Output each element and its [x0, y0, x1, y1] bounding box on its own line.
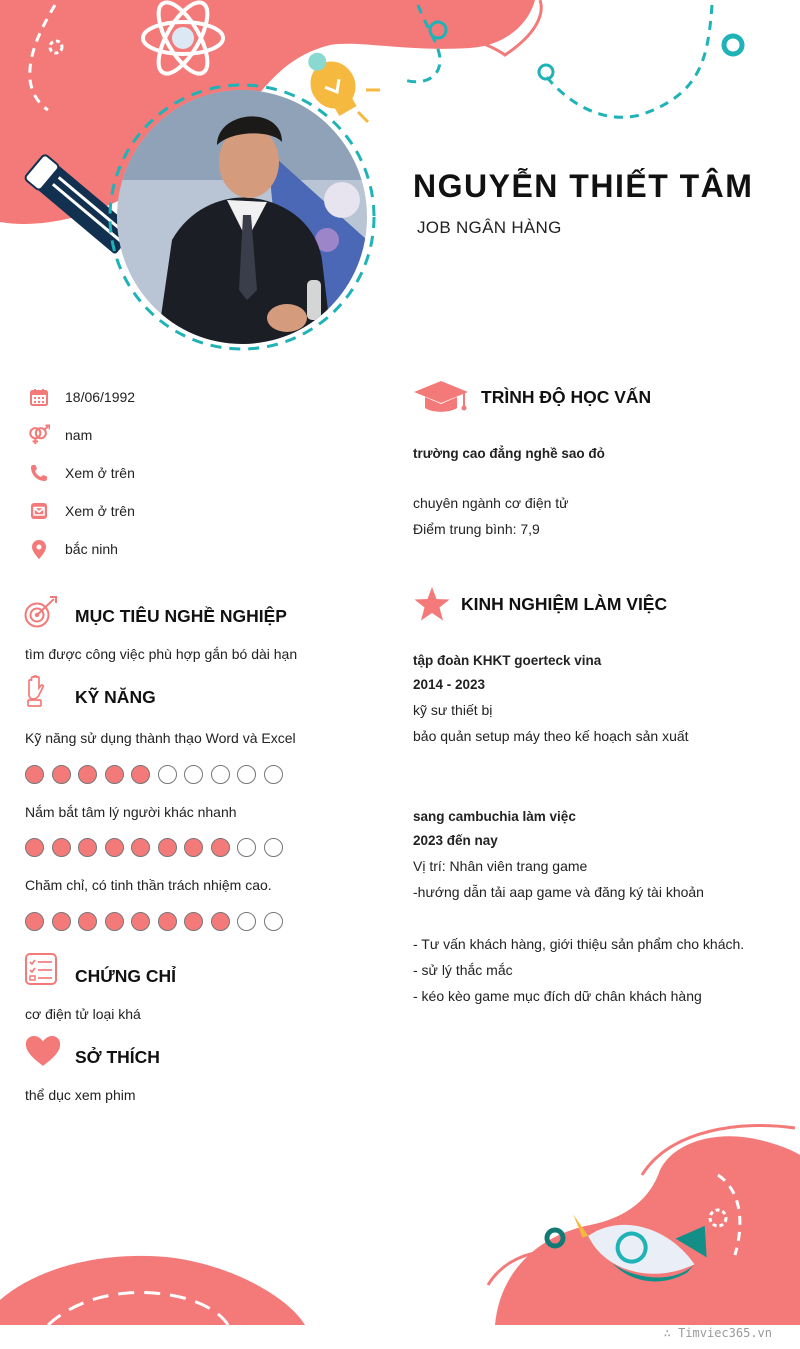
rating-dot-empty [264, 912, 283, 931]
skill-rating [25, 838, 283, 857]
hobbies-text: thể dục xem phim [25, 1087, 136, 1103]
certificates-title: CHỨNG CHỈ [75, 966, 177, 986]
graduation-cap-icon [414, 380, 470, 419]
rating-dot-filled [78, 765, 97, 784]
contact-birthday [28, 385, 136, 409]
job-period: 2014 - 2023 [413, 677, 486, 692]
profile-photo [117, 90, 367, 344]
job-line: bảo quản setup máy theo kế hoạch sản xuất [413, 728, 689, 744]
rating-dot-empty [237, 912, 256, 931]
experience-title: KINH NGHIỆM LÀM VIỆC [461, 594, 668, 614]
rating-dot-empty [264, 765, 283, 784]
rating-dot-filled [52, 838, 71, 857]
watermark: ∴ Timviec365.vn [663, 1326, 772, 1340]
hobbies-title: SỞ THÍCH [75, 1047, 160, 1067]
education-major: chuyên ngành cơ điện tử [413, 495, 569, 511]
rating-dot-empty [184, 765, 203, 784]
bottom-left-blob [0, 1256, 305, 1325]
rating-dot-filled [211, 838, 230, 857]
email-value: Xem ở trên [65, 503, 135, 519]
job-line: - Tư vấn khách hàng, giới thiệu sản phẩm cho khách. [413, 936, 745, 952]
rating-dot-filled [211, 912, 230, 931]
candidate-name: NGUYỄN THIẾT TÂM [413, 168, 754, 204]
rating-dot-filled [25, 765, 44, 784]
rating-dot-filled [184, 838, 203, 857]
skills-title: KỸ NĂNG [75, 687, 156, 707]
address-value: bắc ninh [65, 541, 118, 557]
gender-icon [28, 424, 50, 446]
rating-dot-empty [264, 838, 283, 857]
email-icon [28, 500, 50, 522]
contact-phone [28, 461, 135, 485]
job-title: JOB NGÂN HÀNG [417, 218, 562, 237]
skill-label: Nắm bắt tâm lý người khác nhanh [25, 804, 237, 820]
job-line: Vị trí: Nhân viên trang game [413, 858, 588, 874]
target-icon [24, 596, 58, 633]
rating-dot-filled [131, 838, 150, 857]
rating-dot-filled [105, 838, 124, 857]
location-icon [28, 538, 50, 560]
rating-dot-filled [78, 838, 97, 857]
rating-dot-filled [78, 912, 97, 931]
job-line: kỹ sư thiết bị [413, 702, 493, 718]
rating-dot-filled [184, 912, 203, 931]
rating-dot-filled [52, 912, 71, 931]
job-line: -hướng dẫn tải aap game và đăng ký tài khoản [413, 884, 704, 900]
objective-text: tìm được công việc phù hợp gắn bó dài hạn [25, 646, 298, 662]
rating-dot-empty [237, 765, 256, 784]
phone-icon [28, 462, 50, 484]
rating-dot-filled [158, 912, 177, 931]
job-company: tập đoàn KHKT goerteck vina [413, 653, 602, 668]
education-title: TRÌNH ĐỘ HỌC VẤN [481, 387, 652, 407]
job-period: 2023 đến nay [413, 833, 498, 848]
education-gpa: Điểm trung bình: 7,9 [413, 521, 540, 537]
hand-icon [25, 675, 47, 712]
rating-dot-empty [158, 765, 177, 784]
rating-dot-filled [25, 838, 44, 857]
objective-title: MỤC TIÊU NGHỀ NGHIỆP [75, 606, 287, 626]
gender-value: nam [65, 427, 93, 443]
skill-rating [25, 912, 283, 931]
rating-dot-filled [158, 838, 177, 857]
skill-label: Kỹ năng sử dụng thành thạo Word và Excel [25, 730, 296, 746]
calendar-icon [28, 386, 50, 408]
skill-label: Chăm chỉ, có tinh thần trách nhiệm cao. [25, 877, 272, 893]
rating-dot-empty [237, 838, 256, 857]
job-line: - kéo kèo game mục đích dữ chân khách hàng [413, 988, 702, 1004]
star-icon [414, 587, 450, 626]
job-company: sang cambuchia làm việc [413, 809, 576, 824]
contact-address [28, 537, 118, 561]
birthday-value: 18/06/1992 [65, 389, 136, 405]
contact-email [28, 499, 135, 523]
education-school: trường cao đẳng nghề sao đỏ [413, 446, 605, 461]
phone-value: Xem ở trên [65, 465, 135, 481]
job-line: - sử lý thắc mắc [413, 962, 513, 978]
rating-dot-filled [52, 765, 71, 784]
skill-rating [25, 765, 283, 784]
rating-dot-filled [131, 765, 150, 784]
rating-dot-filled [105, 912, 124, 931]
rating-dot-empty [211, 765, 230, 784]
rating-dot-filled [131, 912, 150, 931]
rating-dot-filled [105, 765, 124, 784]
checklist-icon [25, 953, 57, 990]
contact-gender [28, 423, 93, 447]
certificates-text: cơ điện tử loại khá [25, 1006, 141, 1022]
rating-dot-filled [25, 912, 44, 931]
heart-icon [25, 1035, 61, 1072]
